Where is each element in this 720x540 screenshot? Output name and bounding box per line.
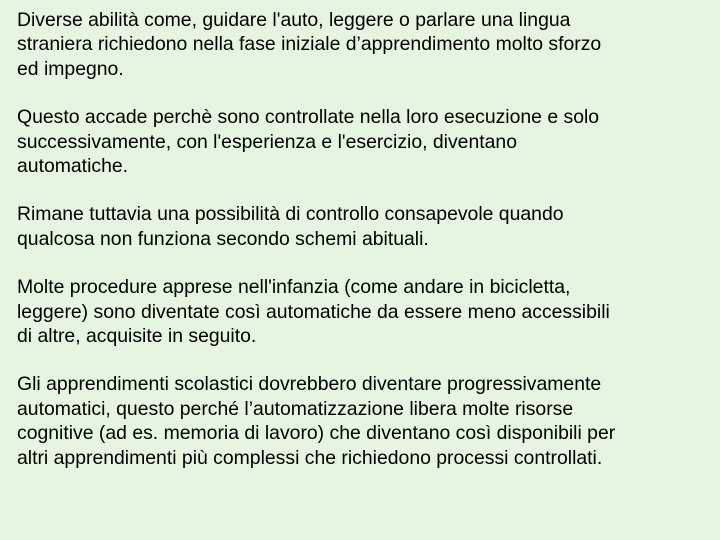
slide-text-body: [17, 8, 707, 470]
paragraph-abilities: Diverse abilità come, guidare l'auto, leggere o parlare una lingua straniera richiedono nella fase iniziale d’apprendimento molto sforzo ed impegno.: [17, 9, 602, 80]
paragraph-childhood-procedures: Molte procedure apprese nell'infanzia (come andare in bicicletta, leggere) sono diventate così automatiche da essere meno accessibili di altre, acquisite in seguito.: [17, 276, 610, 348]
paragraph-spacer: [17, 348, 707, 372]
paragraph-automatic-execution: Questo accade perchè sono controllate nella loro esecuzione e solo successivamente, con l'esperienza e l'esercizio, diventano automatiche.: [17, 106, 600, 178]
paragraph-school-learning: Gli apprendimenti scolastici dovrebbero diventare progressivamente automatici, questo perché l’automatizzazione libera molte risorse cognitive (ad es. memoria di lavoro) che diventano così disponibili per altri apprendimenti più complessi che richiedono processi controllati.: [17, 373, 616, 469]
paragraph-conscious-control: Rimane tuttavia una possibilità di controllo consapevole quando qualcosa non funziona secondo schemi abituali.: [17, 203, 564, 250]
paragraph-spacer: [17, 81, 707, 105]
paragraph-spacer: [17, 178, 707, 202]
paragraph-spacer: [17, 251, 707, 275]
